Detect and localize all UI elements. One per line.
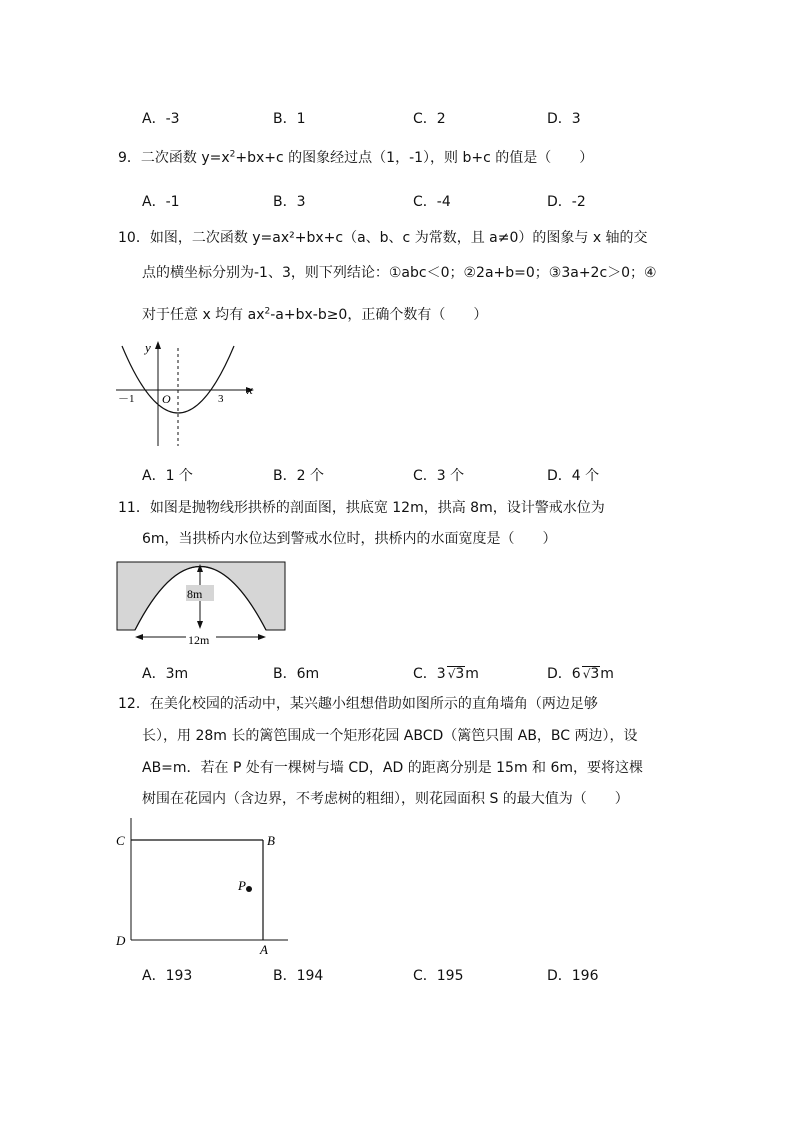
q11-option-c: C．3 √3m — [413, 666, 479, 682]
q10-x-label: x — [247, 382, 253, 397]
q8-option-d: D．3 — [547, 111, 581, 127]
q11-height-label: 8m — [187, 587, 203, 601]
q10-option-c: C．3 个 — [413, 468, 465, 484]
q8-option-c: C．2 — [413, 111, 446, 127]
q12-question-line3: AB=m．若在 P 处有一棵树与墙 CD，AD 的距离分别是 15m 和 6m，要将这棵 — [142, 760, 644, 776]
q12-option-d: D．196 — [547, 968, 599, 984]
q10-option-b: B．2 个 — [273, 468, 324, 484]
q10-right-root-label: 3 — [218, 393, 224, 405]
q12-question-line4: 树围在花园内（含边界，不考虑树的粗细），则花园面积 S 的最大值为（ ） — [142, 791, 629, 807]
q11-height-arrow-bottom — [197, 621, 203, 629]
q10-question-line2: 点的横坐标分别为-1、3，则下列结论：①abc＜0；②2a+b=0；③3a+2c＞0；④ — [142, 265, 657, 281]
q12-garden-figure — [112, 814, 292, 960]
q12-label-b: B — [267, 833, 275, 848]
q11-width-label: 12m — [188, 633, 210, 647]
q10-question-line3: 对于任意 x 均有 $ax^2-a+bx-b\ge 0$，正确个数有（ ） — [142, 306, 488, 323]
q12-question-line2: 长），用 28m 长的篱笆围成一个矩形花园 ABCD（篱笆只围 AB，BC 两边），设 — [142, 728, 638, 744]
q11-option-d: D．6 √3m — [547, 666, 614, 682]
q12-option-a: A．193 — [142, 968, 193, 984]
q9-option-c: C．-4 — [413, 194, 451, 210]
q11-option-d-sqrt: √3 — [582, 666, 600, 682]
q10-left-root-label: －1 — [118, 393, 135, 405]
q12-tree-point — [246, 886, 252, 892]
q10-option-a: A．1 个 — [142, 468, 193, 484]
q10-option-d: D．4 个 — [547, 468, 600, 484]
q8-option-a: A．-3 — [142, 111, 180, 127]
q11-option-b: B．6m — [273, 666, 320, 682]
q9-option-d: D．-2 — [547, 194, 586, 210]
q10-parabola-figure — [112, 338, 262, 450]
q11-width-arrow-left — [135, 634, 143, 640]
q10-y-label: y — [145, 340, 151, 355]
q12-label-a: A — [260, 942, 268, 957]
q11-option-c-sqrt: √3 — [447, 666, 465, 682]
q11-question-line2: 6m，当拱桥内水位达到警戒水位时，拱桥内的水面宽度是（ ） — [142, 531, 557, 547]
q12-label-p: P — [238, 878, 246, 893]
q8-option-b: B．1 — [273, 111, 306, 127]
q12-label-c: C — [116, 833, 125, 848]
q11-option-a: A．3m — [142, 666, 189, 682]
q12-question-line1: 12．在美化校园的活动中，某兴趣小组想借助如图所示的直角墙角（两边足够 — [118, 696, 598, 712]
q10-y-axis-arrow — [155, 341, 161, 349]
q12-option-c: C．195 — [413, 968, 464, 984]
q9-question: 9．二次函数 $y=x^2+bx+c$ 的图象经过点（1，-1），则 b+c 的值是（ ） — [118, 149, 594, 166]
q10-question-line1: 10．如图，二次函数 y=ax²+bx+c（a、b、c 为常数，且 a≠0）的图象与 x 轴的交 — [118, 230, 648, 246]
q12-label-d: D — [116, 933, 126, 948]
q9-option-a: A．-1 — [142, 194, 180, 210]
q11-arch-bridge-figure — [116, 561, 288, 653]
q12-option-b: B．194 — [273, 968, 324, 984]
q11-width-arrow-right — [258, 634, 266, 640]
q11-question-line1: 11．如图是抛物线形拱桥的剖面图，拱底宽 12m，拱高 8m，设计警戒水位为 — [118, 500, 605, 516]
q9-option-b: B．3 — [273, 194, 306, 210]
q10-origin-label: O — [162, 392, 171, 406]
